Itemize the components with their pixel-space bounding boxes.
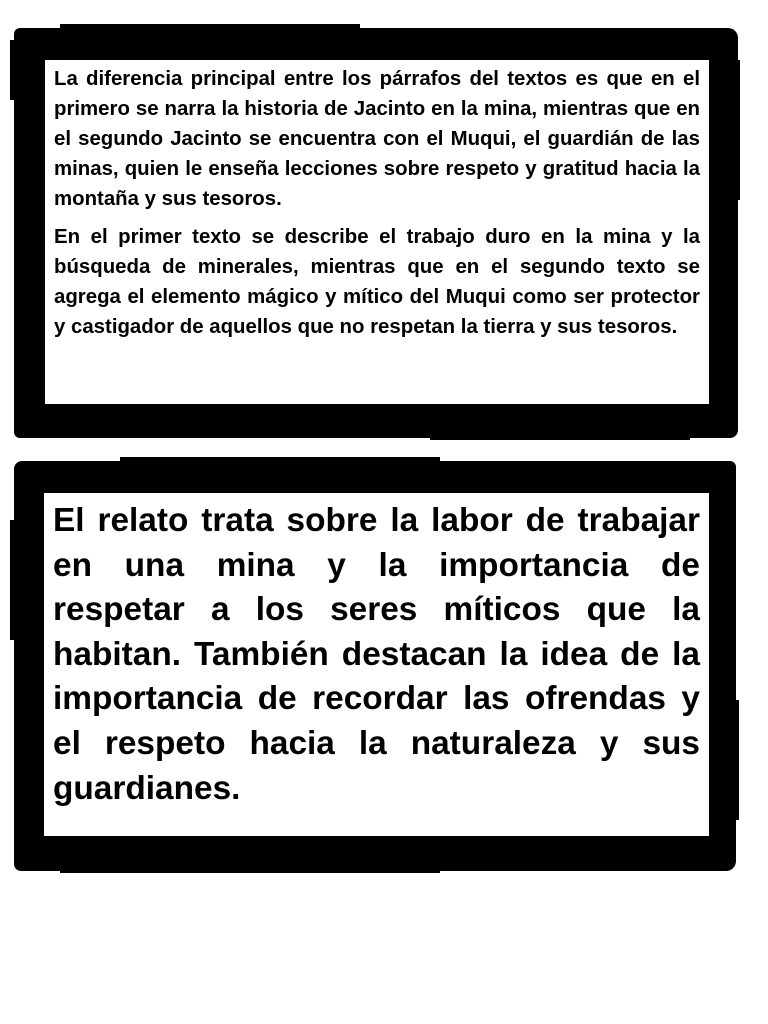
frame-edge-detail: [10, 40, 18, 100]
top-card-text-panel: [45, 60, 709, 404]
frame-edge-detail: [731, 700, 739, 820]
top-card-paragraph-1: La diferencia principal entre los párrafos del textos es que en el primero se narra la historia de Jacinto en la mina, mientras que en el segundo Jacinto se encuentra con el Muqui, el guardián de las minas, quien le enseña lecciones sobre respeto y gratitud hacia la montaña y sus tesoros.: [54, 68, 700, 210]
frame-edge-detail: [120, 457, 440, 463]
frame-edge-detail: [430, 434, 690, 440]
top-card-paragraph-2: En el primer texto se describe el trabajo duro en la mina y la búsqueda de minerales, mientras que en el segundo texto se agrega el elemento mágico y mítico del Muqui como ser protector y castigador de aquellos que no respetan la tierra y sus tesoros.: [54, 226, 700, 338]
bottom-card-paragraph: El relato trata sobre la labor de trabajar en una mina y la importancia de respetar a los seres míticos que la habitan. También destacan la idea de la importancia de recordar las ofrendas y el respeto hacia la naturaleza y sus guardianes.: [53, 502, 700, 807]
frame-edge-detail: [10, 520, 18, 640]
frame-edge-detail: [732, 60, 740, 200]
frame-edge-detail: [60, 867, 440, 873]
bottom-card-text-panel: [44, 493, 709, 836]
frame-edge-detail: [60, 24, 360, 30]
